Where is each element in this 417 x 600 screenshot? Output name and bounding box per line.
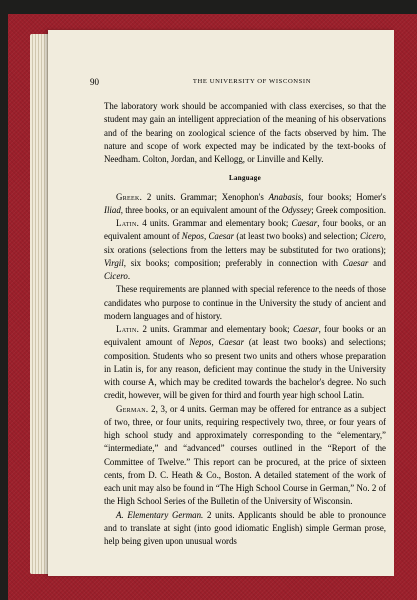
latin-text: , four books, or an equivalent amount of — [104, 218, 387, 242]
latin-text: , four books or an equivalent amount of — [104, 324, 386, 348]
latin-work: Cicero — [359, 231, 384, 242]
section-heading: Language — [229, 174, 261, 183]
elementary-german-label: A. Elementary German. — [116, 509, 204, 520]
elementary-german-paragraph — [104, 509, 386, 549]
greek-work: Iliad — [104, 204, 121, 215]
greek-paragraph — [104, 191, 386, 218]
running-head — [90, 78, 390, 85]
greek-text: , four books; Homer's — [301, 191, 386, 202]
intro-paragraph: The laboratory work should be accompanied with class exercises, so that the student may gain an intelligent appreciation of the meaning of his observations and of the bearing on zoological science of the facts observed by him. The nature and scope of work expected may be indicated by the text-books of Needham. Colton, Jordan, and Kellogg, or Linville and Kelly. — [104, 101, 386, 164]
latin-work: Cicero — [104, 271, 128, 281]
latin-two-units-paragraph — [104, 323, 386, 403]
latin-label: Latin. — [116, 218, 140, 228]
greek-work: Anabasis — [268, 191, 302, 202]
latin-text: , six orations (selections from the letters may be substituted for two orations); — [104, 231, 386, 255]
page-number: 90 — [90, 77, 99, 87]
body-text — [104, 100, 386, 548]
greek-label: Greek. — [116, 191, 143, 202]
latin-text: 4 units. Grammar and elementary book; — [139, 218, 292, 228]
latin-work: Caesar — [292, 324, 319, 334]
latin-text: (at least two books) and selection; — [234, 231, 360, 242]
german-label: German. — [116, 403, 149, 414]
latin-work: Caesar — [291, 218, 318, 228]
german-paragraph — [104, 403, 386, 509]
latin-work: Nepos, Caesar — [181, 231, 235, 242]
running-title: THE UNIVERSITY OF WISCONSIN — [192, 78, 312, 85]
latin-text: , six books; composition; preferably in connection with — [123, 257, 343, 268]
latin-four-units-paragraph — [104, 217, 386, 283]
latin-work: Caesar — [342, 257, 369, 268]
latin-text: (at least two books) and selections; composition. Students who so present two units and others whose preparation in Latin is, for any reason, deficient may continue the study in the University with course A, which may be credited towards the bachelor's degree. No such credit, however, will be given for third and fourth year high school Latin. — [104, 337, 386, 401]
greek-work: Odyssey — [281, 204, 312, 215]
greek-text: 2 units. Grammar; Xenophon's — [142, 191, 269, 202]
german-text: 2, 3, or 4 units. German may be offered for entrance as a subject of two, three, or four units, requiring respectively two, three, or four years of high school study and approximately corresponding to the “elementary,” “intermediate,” and “advanced” courses outlined in the “Report of the Committee of Twelve.” This report can be procured, at the price of sixteen cents, from D. C. Heath & Co., Boston. A detailed statement of the work of each unit may also be found in “The High School Course in German,” No. 2 of the High School Series of the Bulletin of the University of Wisconsin. — [104, 403, 386, 507]
latin-text: 2 units. Grammar and elementary book; — [139, 324, 293, 334]
latin-work: Nepos, Caesar — [189, 337, 245, 348]
latin-text: . — [127, 271, 131, 281]
requirements-note-paragraph: These requirements are planned with special reference to the needs of those candidates who purpose to continue in the University the study of ancient and modern languages and of history. — [104, 284, 386, 321]
elementary-german-text: 2 units. Applicants should be able to pronounce and to translate at sight (into good idiomatic English) simple German prose, help being given upon unusual words — [104, 509, 386, 546]
latin-work: Virgil — [104, 257, 124, 268]
latin-label: Latin. — [116, 324, 140, 334]
greek-text: ; Greek composition. — [311, 204, 386, 215]
greek-text: , three books, or an equivalent amount of the — [120, 204, 282, 215]
latin-text: and — [368, 257, 386, 268]
